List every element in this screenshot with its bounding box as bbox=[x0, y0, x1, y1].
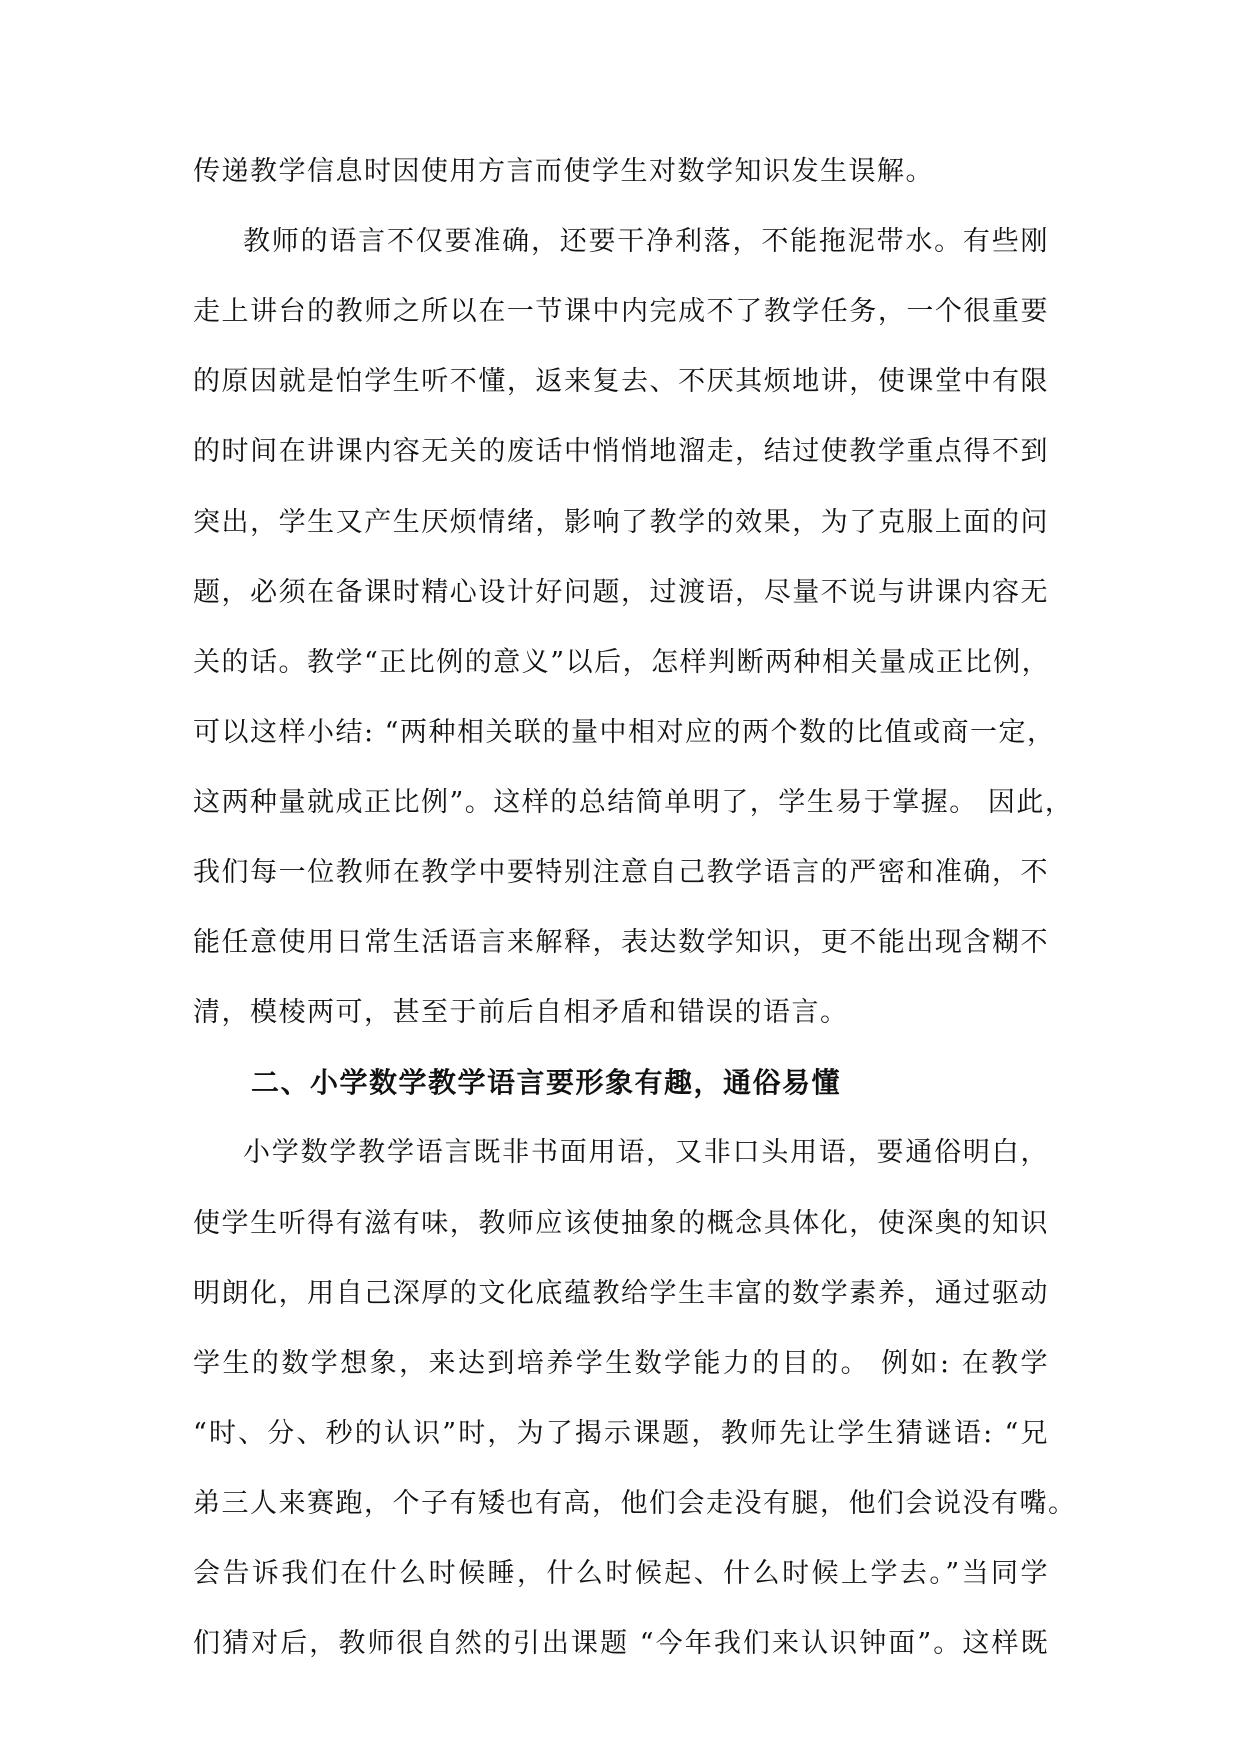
text-line: 教师的语言不仅要准确，还要干净利落，不能拖泥带水。有些刚 bbox=[243, 226, 1049, 257]
text-line: 的时间在讲课内容无关的废话中悄悄地溜走，结过使教学重点得不到 bbox=[193, 436, 1049, 467]
text-line: 弟三人来赛跑，个子有矮也有高，他们会走没有腿，他们会说没有嘴。 bbox=[193, 1488, 1077, 1519]
text-line: 明朗化，用自己深厚的文化底蕴教给学生丰富的数学素养，通过驱动 bbox=[193, 1278, 1049, 1309]
text-line: 题，必须在备课时精心设计好问题，过渡语，尽量不说与讲课内容无 bbox=[193, 577, 1049, 608]
text-line: 这两种量就成正比例”。这样的总结简单明了，学生易于掌握。 因此， bbox=[193, 787, 1074, 818]
text-line: 可以这样小结: “两种相关联的量中相对应的两个数的比值或商一定， bbox=[193, 717, 1056, 748]
text-line: 清，模棱两可，甚至于前后自相矛盾和错误的语言。 bbox=[193, 997, 849, 1028]
text-line: “时、分、秒的认识”时，为了揭示课题，教师先让学生猜谜语: “兄 bbox=[193, 1418, 1049, 1449]
text-line: 关的话。教学“正比例的意义”以后，怎样判断两种相关量成正比例， bbox=[193, 647, 1051, 678]
text-line: 传递教学信息时因使用方言而使学生对数学知识发生误解。 bbox=[193, 156, 934, 187]
text-line: 能任意使用日常生活语言来解释，表达数学知识，更不能出现含糊不 bbox=[193, 927, 1049, 958]
text-line: 我们每一位教师在教学中要特别注意自己教学语言的严密和准确，不 bbox=[193, 857, 1049, 888]
text-line: 的原因就是怕学生听不懂，返来复去、不厌其烦地讲，使课堂中有限 bbox=[193, 366, 1049, 397]
text-line: 使学生听得有滋有味，教师应该使抽象的概念具体化，使深奥的知识 bbox=[193, 1208, 1049, 1239]
text-line: 小学数学教学语言既非书面用语，又非口头用语，要通俗明白， bbox=[243, 1137, 1049, 1168]
text-line: 突出，学生又产生厌烦情绪，影响了教学的效果，为了克服上面的问 bbox=[193, 507, 1049, 538]
text-line: 走上讲台的教师之所以在一节课中内完成不了教学任务，一个很重要 bbox=[193, 296, 1049, 327]
text-line: 学生的数学想象，来达到培养学生数学能力的目的。 例如: 在教学 bbox=[193, 1348, 1049, 1379]
text-line: 会告诉我们在什么时候睡，什么时候起、什么时候上学去。”当同学 bbox=[193, 1558, 1049, 1589]
text-line: 们猜对后，教师很自然的引出课题 “今年我们来认识钟面”。这样既 bbox=[193, 1628, 1049, 1659]
section-heading: 二、小学数学教学语言要形象有趣，通俗易懂 bbox=[251, 1066, 842, 1099]
